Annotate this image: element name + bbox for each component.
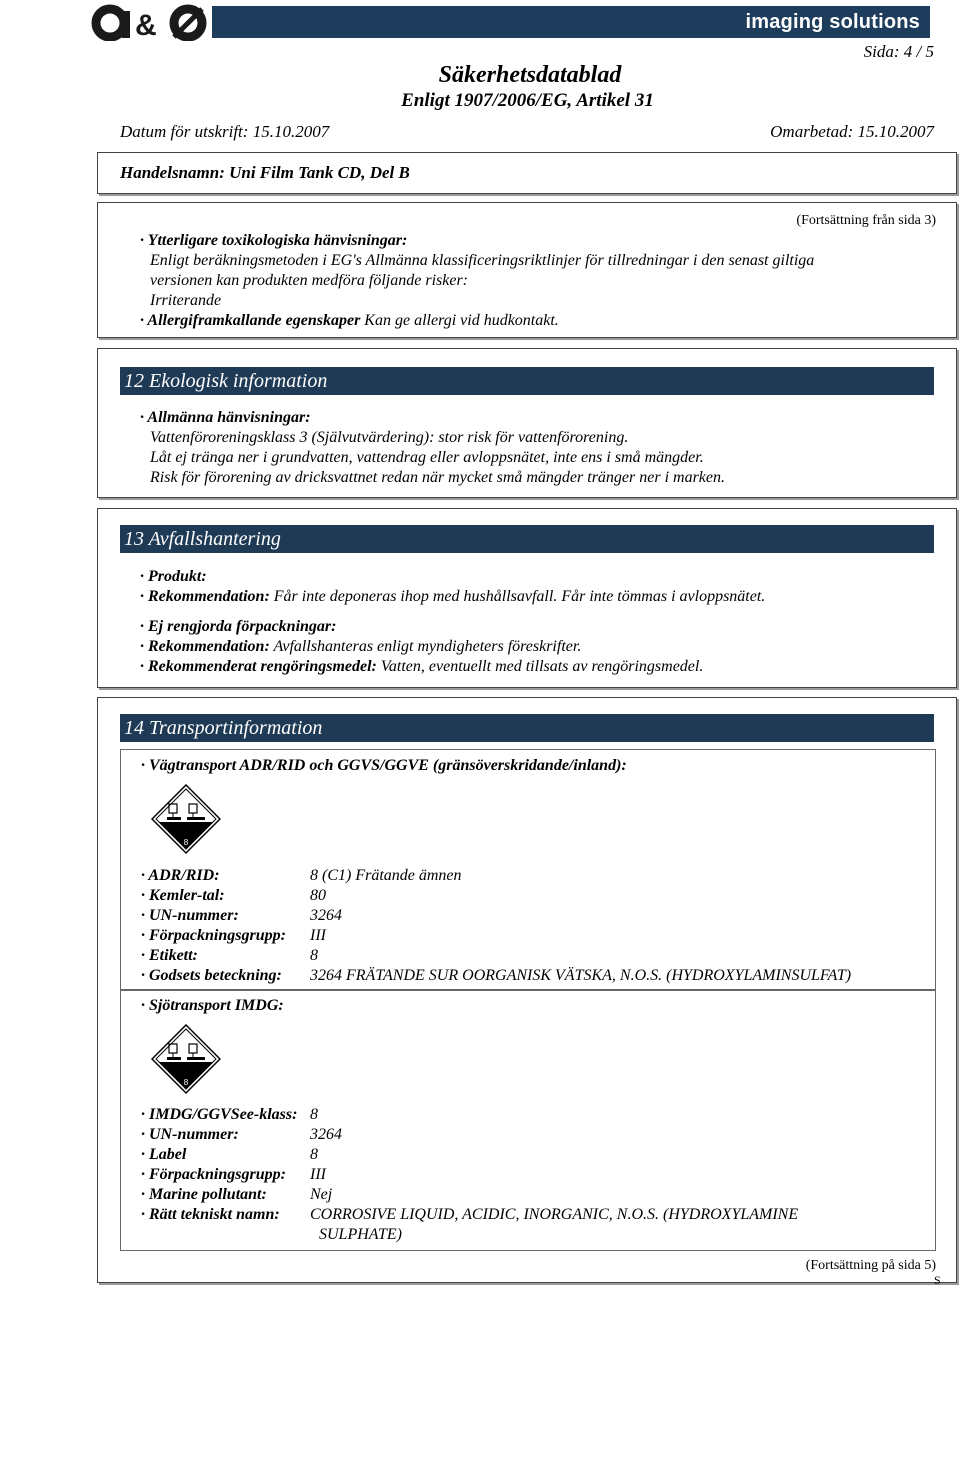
toxicology-box [97, 202, 957, 338]
continued-to: (Fortsättning på sida 5) [805, 1258, 936, 1273]
allergy-label: · Allergiframkallande egenskaper [140, 312, 361, 329]
transport-row [141, 886, 326, 906]
allergy-text: Kan ge allergi vid hudkontakt. [360, 312, 559, 329]
eco-line-1: Vattenföroreningsklass 3 (Självutvärdering): stor risk för vattenförorening. [150, 429, 629, 446]
tox-line-2: versionen kan produkten medföra följande risker: [150, 272, 469, 289]
section-14-title: 14 Transportinformation [120, 714, 934, 742]
eco-line-2: Låt ej tränga ner i grundvatten, vattendrag eller avloppsnätet, inte ens i små mängder. [150, 449, 704, 466]
footer-mark: S [934, 1273, 941, 1287]
transport-row-label: · Godsets beteckning: [141, 967, 282, 984]
trade-name: Handelsnamn: Uni Film Tank CD, Del B [120, 163, 410, 182]
sea-heading: · Sjötransport IMDG: [141, 997, 284, 1014]
waste-rec-1-text: Får inte deponeras ihop med hushållsavfall. Får inte tömmas i avloppsnätet. [269, 588, 766, 605]
waste-rec-1 [140, 587, 765, 607]
ao-logo [90, 3, 210, 41]
section-13-box [97, 508, 957, 688]
transport-row [141, 1105, 318, 1125]
transport-row-label: · Kemler-tal: [141, 887, 225, 904]
transport-row [141, 966, 851, 986]
tox-heading: · Ytterligare toxikologiska hänvisningar: [140, 232, 408, 249]
tox-line-3: Irriterande [150, 292, 222, 309]
sea-transport-box [120, 989, 936, 1251]
waste-rec-2-text: Avfallshanteras enligt myndigheters föreskrifter. [269, 638, 582, 655]
transport-row-label: · Rätt tekniskt namn: [141, 1206, 280, 1223]
section-13-title: 13 Avfallshantering [120, 525, 934, 553]
header-band [0, 0, 960, 44]
waste-cleaner-label: · Rekommenderat rengöringsmedel: [140, 658, 377, 675]
eco-heading: · Allmänna hänvisningar: [140, 409, 311, 426]
print-date: Datum för utskrift: 15.10.2007 [120, 122, 330, 141]
continued-from: (Fortsättning från sida 3) [796, 213, 936, 228]
transport-row-value: 8 [310, 1146, 318, 1163]
transport-row-value: 80 [310, 887, 326, 904]
transport-row-label: · Label [141, 1146, 187, 1163]
section-14-box [97, 697, 957, 1283]
transport-row-label: · Förpackningsgrupp: [141, 1166, 286, 1183]
waste-rec-2-label: · Rekommendation: [140, 638, 270, 655]
waste-cleaner-text: Vatten, eventuellt med tillsats av rengöringsmedel. [376, 658, 704, 675]
waste-product: · Produkt: [140, 568, 207, 585]
waste-rec-1-label: · Rekommendation: [140, 588, 270, 605]
road-transport-box [120, 749, 936, 991]
transport-row-label: · IMDG/GGVSee-klass: [141, 1106, 298, 1123]
transport-row [141, 1205, 798, 1225]
transport-row-label: · ADR/RID: [141, 867, 220, 884]
page-number: Sida: 4 / 5 [863, 42, 934, 61]
brand-tagline: imaging solutions [745, 11, 920, 33]
transport-row-label: · Marine pollutant: [141, 1186, 267, 1203]
transport-row-label: · UN-nummer: [141, 1126, 239, 1143]
document-title: Säkerhetsdatablad [438, 62, 622, 88]
transport-row-value-continued: SULPHATE) [319, 1226, 402, 1243]
transport-row [141, 1185, 332, 1205]
waste-unclean: · Ej rengjorda förpackningar: [140, 618, 337, 635]
waste-cleaner [140, 657, 703, 677]
transport-row [141, 926, 326, 946]
eco-line-3: Risk för förorening av dricksvattnet redan när mycket små mängder tränger ner i marken. [150, 469, 726, 486]
transport-row-label: · Förpackningsgrupp: [141, 927, 286, 944]
section-12-box [97, 348, 957, 498]
transport-row-value: Nej [310, 1186, 333, 1203]
transport-row [141, 866, 462, 886]
tox-line-1: Enligt beräkningsmetoden i EG's Allmänna klassificeringsriktlinjer för tillredningar i den senast giltiga [150, 252, 815, 269]
road-heading: · Vägtransport ADR/RID och GGVS/GGVE (gränsöverskridande/inland): [141, 757, 627, 774]
waste-rec-2 [140, 637, 581, 657]
section-12-title: 12 Ekologisk information [120, 367, 934, 395]
transport-row-label: · UN-nummer: [141, 907, 239, 924]
trade-name-box [97, 152, 957, 194]
revised-date: Omarbetad: 15.10.2007 [770, 122, 934, 141]
transport-row [141, 906, 342, 926]
transport-row-value: CORROSIVE LIQUID, ACIDIC, INORGANIC, N.O.S. (HYDROXYLAMINE [310, 1206, 799, 1223]
svg-text:8: 8 [183, 1078, 189, 1087]
corrosive-hazard-icon [151, 784, 221, 856]
transport-row [141, 1165, 326, 1185]
transport-row-value: 8 [310, 947, 318, 964]
transport-row-value: III [310, 927, 326, 944]
transport-row-value: 3264 FRÄTANDE SUR OORGANISK VÄTSKA, N.O.S. (HYDROXYLAMINSULFAT) [310, 967, 852, 984]
transport-row-value: 8 [310, 1106, 318, 1123]
transport-row-label: · Etikett: [141, 947, 198, 964]
transport-row [141, 1125, 342, 1145]
transport-row-value: III [310, 1166, 326, 1183]
transport-row-value: 3264 [310, 907, 342, 924]
svg-text:&: & [135, 9, 157, 41]
transport-row-value: 8 (C1) Frätande ämnen [310, 867, 462, 884]
corrosive-hazard-icon [151, 1024, 221, 1096]
document-subtitle: Enligt 1907/2006/EG, Artikel 31 [401, 90, 654, 111]
transport-row [141, 946, 318, 966]
allergy-row [140, 311, 559, 331]
svg-text:8: 8 [183, 838, 189, 847]
transport-row-value: 3264 [310, 1126, 342, 1143]
transport-row [141, 1145, 318, 1165]
